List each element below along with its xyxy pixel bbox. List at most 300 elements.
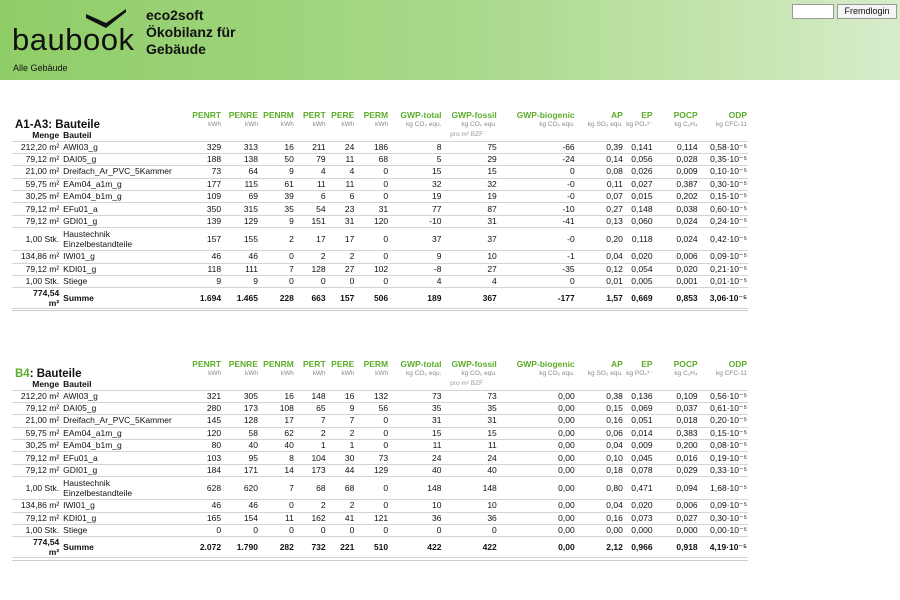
- value-cell: 188: [185, 153, 222, 165]
- value-cell: 350: [185, 203, 222, 215]
- value-cell: 0,009: [654, 166, 699, 178]
- value-cell: 0,21·10⁻⁵: [699, 263, 748, 275]
- column-unit: kWh: [280, 370, 294, 377]
- value-cell: 0: [355, 228, 389, 251]
- value-cell: 16: [327, 390, 356, 402]
- column-header: PERT: [302, 359, 326, 369]
- value-cell: 148: [389, 477, 442, 500]
- value-cell: 0,005: [624, 276, 654, 288]
- table-row: [12, 203, 748, 215]
- value-cell: 2: [327, 427, 356, 439]
- value-cell: 186: [355, 141, 389, 153]
- column-header: PENRM: [263, 359, 294, 369]
- value-cell: 145: [185, 415, 222, 427]
- column-header: PENRM: [263, 110, 294, 120]
- table-row: [12, 500, 748, 512]
- value-cell: 0: [185, 525, 222, 537]
- value-cell: 7: [327, 415, 356, 427]
- value-cell: 62: [259, 427, 295, 439]
- value-cell: 0,15·10⁻⁵: [699, 427, 748, 439]
- sum-value: -177: [498, 288, 576, 309]
- component-cell: Stiege: [60, 525, 185, 537]
- sum-value: 732: [295, 537, 327, 558]
- value-cell: 103: [185, 452, 222, 464]
- column-unit: kg CO₂ equ.: [406, 121, 442, 128]
- column-unit: kg SO₂ equ.: [587, 121, 623, 128]
- quantity-cell: 1,00 Stk.: [12, 228, 60, 251]
- value-cell: 0: [389, 525, 442, 537]
- value-cell: 1: [295, 440, 327, 452]
- column-header: PENRE: [228, 359, 258, 369]
- value-cell: 0,027: [654, 512, 699, 524]
- quantity-cell: 1,00 Stk.: [12, 477, 60, 500]
- column-unit: kg CO₂ equ.: [406, 370, 442, 377]
- value-cell: 80: [185, 440, 222, 452]
- value-cell: 0,383: [654, 427, 699, 439]
- component-cell: EFu01_a: [60, 452, 185, 464]
- value-cell: 41: [327, 512, 356, 524]
- value-cell: 177: [185, 178, 222, 190]
- value-cell: 0,12: [576, 263, 624, 275]
- value-cell: 0,029: [654, 464, 699, 476]
- value-cell: 0: [355, 415, 389, 427]
- value-cell: 0,00: [498, 427, 576, 439]
- value-cell: 151: [295, 215, 327, 227]
- value-cell: 10: [442, 500, 497, 512]
- value-cell: 15: [442, 166, 497, 178]
- value-cell: 129: [222, 215, 259, 227]
- value-cell: 0,06: [576, 427, 624, 439]
- value-cell: 1: [327, 440, 356, 452]
- value-cell: 35: [442, 402, 497, 414]
- value-cell: 0,016: [654, 452, 699, 464]
- component-cell: AWI03_g: [60, 141, 185, 153]
- table-row: [12, 191, 748, 203]
- value-cell: 36: [442, 512, 497, 524]
- value-cell: 8: [389, 141, 442, 153]
- sum-value: 1.465: [222, 288, 259, 309]
- value-cell: 17: [295, 228, 327, 251]
- value-cell: 120: [355, 215, 389, 227]
- value-cell: 36: [389, 512, 442, 524]
- value-cell: 0: [355, 276, 389, 288]
- quantity-cell: 212,20 m²: [12, 141, 60, 153]
- column-header: GWP-fossil: [451, 110, 497, 120]
- column-unit: kWh: [280, 121, 294, 128]
- column-unit: kWh: [312, 370, 326, 377]
- value-cell: -8: [389, 263, 442, 275]
- value-cell: 0,000: [624, 525, 654, 537]
- value-cell: 628: [185, 477, 222, 500]
- table-divider: [12, 560, 748, 561]
- value-cell: 0,20·10⁻⁵: [699, 415, 748, 427]
- value-cell: 0,15·10⁻⁵: [699, 191, 748, 203]
- component-cell: DAI05_g: [60, 402, 185, 414]
- login-input[interactable]: [792, 4, 834, 19]
- value-cell: 17: [327, 228, 356, 251]
- value-cell: 0,18: [576, 464, 624, 476]
- column-unit: kWh: [312, 121, 326, 128]
- value-cell: 9: [185, 276, 222, 288]
- column-unit: kWh: [341, 121, 355, 128]
- results-table-a1-a3: [12, 108, 748, 309]
- value-cell: 184: [185, 464, 222, 476]
- sum-label: Summe: [60, 288, 185, 309]
- sum-value: 282: [259, 537, 295, 558]
- column-unit: kWh: [245, 121, 258, 128]
- value-cell: 0,01: [576, 276, 624, 288]
- value-cell: 5: [389, 153, 442, 165]
- column-unit: kg PO₄³⁻: [626, 370, 653, 377]
- component-cell: KDI01_g: [60, 512, 185, 524]
- component-cell: EFu01_a: [60, 203, 185, 215]
- column-unit: kWh: [245, 370, 258, 377]
- value-cell: 329: [185, 141, 222, 153]
- value-cell: 0,00: [498, 512, 576, 524]
- quantity-cell: 1,00 Stk.: [12, 276, 60, 288]
- value-cell: 171: [222, 464, 259, 476]
- value-cell: -0: [498, 191, 576, 203]
- value-cell: 9: [222, 276, 259, 288]
- value-cell: 6: [295, 191, 327, 203]
- value-cell: 46: [222, 251, 259, 263]
- value-cell: 73: [389, 390, 442, 402]
- column-header: PERE: [331, 110, 355, 120]
- value-cell: 31: [442, 415, 497, 427]
- value-cell: 40: [222, 440, 259, 452]
- value-cell: 109: [185, 191, 222, 203]
- value-cell: 0,020: [654, 263, 699, 275]
- value-cell: 280: [185, 402, 222, 414]
- value-cell: 0: [355, 191, 389, 203]
- value-cell: 0,009: [624, 440, 654, 452]
- table-row: [12, 228, 748, 251]
- value-cell: 0,04: [576, 251, 624, 263]
- value-cell: 31: [327, 215, 356, 227]
- value-cell: 8: [259, 452, 295, 464]
- value-cell: 138: [222, 153, 259, 165]
- value-cell: 40: [259, 440, 295, 452]
- value-cell: 0,00: [498, 464, 576, 476]
- component-cell: Haustechnik Einzelbestandteile: [60, 477, 185, 500]
- all-buildings-link[interactable]: Alle Gebäude: [13, 63, 68, 73]
- sum-value: 157: [327, 288, 356, 309]
- column-unit: kg SO₂ equ.: [587, 370, 623, 377]
- value-cell: 0,00: [498, 477, 576, 500]
- value-cell: 111: [222, 263, 259, 275]
- value-cell: 0,09·10⁻⁵: [699, 500, 748, 512]
- table-row: [12, 402, 748, 414]
- column-header: AP: [611, 359, 623, 369]
- quantity-cell: 79,12 m²: [12, 263, 60, 275]
- value-cell: 128: [295, 263, 327, 275]
- column-header: POCP: [673, 110, 698, 120]
- value-cell: 31: [442, 215, 497, 227]
- value-cell: 4: [389, 276, 442, 288]
- value-cell: 0,16: [576, 415, 624, 427]
- app-title: eco2soft Ökobilanz für Gebäude: [146, 7, 236, 57]
- value-cell: 0,00: [576, 525, 624, 537]
- sum-value: 506: [355, 288, 389, 309]
- column-header: PERE: [331, 359, 355, 369]
- value-cell: 0,19·10⁻⁵: [699, 452, 748, 464]
- value-cell: 0,07: [576, 191, 624, 203]
- value-cell: 0,118: [624, 228, 654, 251]
- value-cell: 0,073: [624, 512, 654, 524]
- quantity-cell: 79,12 m²: [12, 153, 60, 165]
- value-cell: 0,038: [654, 203, 699, 215]
- value-cell: 0: [355, 427, 389, 439]
- component-cell: GDI01_g: [60, 464, 185, 476]
- value-cell: 0,33·10⁻⁵: [699, 464, 748, 476]
- value-cell: 0,020: [624, 500, 654, 512]
- value-cell: 24: [442, 452, 497, 464]
- quantity-cell: 134,86 m²: [12, 251, 60, 263]
- column-unit: kg C₂H₄: [674, 370, 698, 377]
- column-header: ODP: [728, 359, 747, 369]
- value-cell: -10: [389, 215, 442, 227]
- value-cell: -24: [498, 153, 576, 165]
- value-cell: 0,10: [576, 452, 624, 464]
- table-row: [12, 477, 748, 500]
- column-header: GWP-total: [400, 110, 442, 120]
- value-cell: 7: [259, 263, 295, 275]
- value-cell: 0,24·10⁻⁵: [699, 215, 748, 227]
- quantity-cell: 59,75 m²: [12, 427, 60, 439]
- value-cell: 4: [295, 166, 327, 178]
- value-cell: 37: [442, 228, 497, 251]
- value-cell: 148: [295, 390, 327, 402]
- value-cell: 102: [355, 263, 389, 275]
- column-unit: kWh: [375, 121, 389, 128]
- value-cell: 37: [389, 228, 442, 251]
- value-cell: 173: [295, 464, 327, 476]
- value-cell: 9: [259, 215, 295, 227]
- column-unit: kWh: [375, 370, 389, 377]
- value-cell: 0,051: [624, 415, 654, 427]
- value-cell: 0,00: [498, 415, 576, 427]
- value-cell: 9: [259, 166, 295, 178]
- value-cell: 0,024: [654, 228, 699, 251]
- column-unit: kWh: [208, 370, 222, 377]
- column-header: PERM: [363, 359, 389, 369]
- value-cell: -1: [498, 251, 576, 263]
- value-cell: -0: [498, 178, 576, 190]
- table-row: [12, 153, 748, 165]
- quantity-cell: 134,86 m²: [12, 500, 60, 512]
- value-cell: 0,01·10⁻⁵: [699, 276, 748, 288]
- column-header: EP: [641, 359, 653, 369]
- column-header: EP: [641, 110, 653, 120]
- value-cell: 0,08·10⁻⁵: [699, 440, 748, 452]
- quantity-cell: 21,00 m²: [12, 166, 60, 178]
- value-cell: 2: [295, 427, 327, 439]
- value-cell: 73: [355, 452, 389, 464]
- value-cell: 68: [327, 477, 356, 500]
- table-row: [12, 251, 748, 263]
- section-title: B4: Bauteile: [15, 368, 82, 379]
- value-cell: 0: [355, 477, 389, 500]
- value-cell: 165: [185, 512, 222, 524]
- value-cell: 0,200: [654, 440, 699, 452]
- value-cell: 95: [222, 452, 259, 464]
- value-cell: 157: [185, 228, 222, 251]
- value-cell: 23: [327, 203, 356, 215]
- column-header: ODP: [728, 110, 747, 120]
- value-cell: 0,045: [624, 452, 654, 464]
- value-cell: 0: [295, 276, 327, 288]
- value-cell: 0: [355, 251, 389, 263]
- value-cell: 0: [259, 276, 295, 288]
- component-cell: GDI01_g: [60, 215, 185, 227]
- value-cell: 0,00: [498, 402, 576, 414]
- value-cell: 19: [389, 191, 442, 203]
- value-cell: 0,006: [654, 251, 699, 263]
- value-cell: 128: [222, 415, 259, 427]
- value-cell: 73: [442, 390, 497, 402]
- quantity-cell: 1,00 Stk.: [12, 525, 60, 537]
- sum-value: 4,19·10⁻⁵: [699, 537, 748, 558]
- value-cell: 0,014: [624, 427, 654, 439]
- value-cell: 0: [442, 525, 497, 537]
- logo-text[interactable]: baubook: [12, 22, 135, 57]
- value-cell: 32: [389, 178, 442, 190]
- value-cell: 14: [259, 464, 295, 476]
- component-cell: EAm04_a1m_g: [60, 178, 185, 190]
- value-cell: 0: [355, 500, 389, 512]
- sum-label: Summe: [60, 537, 185, 558]
- sum-value: 1,57: [576, 288, 624, 309]
- value-cell: 10: [389, 500, 442, 512]
- value-cell: 0: [498, 166, 576, 178]
- value-cell: 0: [259, 525, 295, 537]
- sum-value: 422: [442, 537, 497, 558]
- table-row: [12, 166, 748, 178]
- quantity-cell: 79,12 m²: [12, 464, 60, 476]
- value-cell: 0: [295, 525, 327, 537]
- value-cell: 0,61·10⁻⁵: [699, 402, 748, 414]
- column-unit: kg PO₄³⁻: [626, 121, 653, 128]
- value-cell: 0,027: [624, 178, 654, 190]
- column-unit: kg CO₂ equ.: [461, 121, 497, 128]
- value-cell: 0,80: [576, 477, 624, 500]
- table-divider: [12, 310, 748, 311]
- table-row: [12, 525, 748, 537]
- value-cell: 313: [222, 141, 259, 153]
- value-cell: 40: [442, 464, 497, 476]
- value-cell: 620: [222, 477, 259, 500]
- value-cell: 0: [327, 276, 356, 288]
- value-cell: 0: [259, 500, 295, 512]
- value-cell: 139: [185, 215, 222, 227]
- value-cell: 58: [222, 427, 259, 439]
- sum-value: 663: [295, 288, 327, 309]
- table-row: [12, 464, 748, 476]
- sum-value: 189: [389, 288, 442, 309]
- per-area-note: pro m² BZF: [185, 130, 748, 141]
- header-banner: [0, 0, 900, 80]
- value-cell: 11: [389, 440, 442, 452]
- value-cell: 0: [327, 525, 356, 537]
- quantity-cell: 79,12 m²: [12, 215, 60, 227]
- value-cell: 0,060: [624, 215, 654, 227]
- value-cell: 0,11: [576, 178, 624, 190]
- sum-value: 1.694: [185, 288, 222, 309]
- sum-quantity: 774,54 m²: [12, 288, 60, 309]
- value-cell: 0,39: [576, 141, 624, 153]
- value-cell: 0,42·10⁻⁵: [699, 228, 748, 251]
- sum-value: 0,966: [624, 537, 654, 558]
- value-cell: 155: [222, 228, 259, 251]
- value-cell: 0,30·10⁻⁵: [699, 512, 748, 524]
- sum-value: 221: [327, 537, 356, 558]
- quantity-cell: 59,75 m²: [12, 178, 60, 190]
- value-cell: 0,00·10⁻⁵: [699, 525, 748, 537]
- value-cell: 0,000: [654, 525, 699, 537]
- value-cell: 9: [327, 402, 356, 414]
- value-cell: 108: [259, 402, 295, 414]
- component-cell: KDI01_g: [60, 263, 185, 275]
- value-cell: 35: [389, 402, 442, 414]
- sum-value: 422: [389, 537, 442, 558]
- component-cell: Haustechnik Einzelbestandteile: [60, 228, 185, 251]
- value-cell: 2: [295, 251, 327, 263]
- quantity-header: Menge: [12, 379, 60, 390]
- column-header: PENRT: [192, 359, 222, 369]
- value-cell: 30: [327, 452, 356, 464]
- value-cell: 0,026: [624, 166, 654, 178]
- sum-value: 0,669: [624, 288, 654, 309]
- value-cell: 56: [355, 402, 389, 414]
- value-cell: 2: [259, 228, 295, 251]
- quantity-cell: 21,00 m²: [12, 415, 60, 427]
- column-unit: kg CFC-11: [716, 370, 747, 377]
- component-cell: Dreifach_Ar_PVC_5Kammer: [60, 166, 185, 178]
- value-cell: 0,015: [624, 191, 654, 203]
- value-cell: 1,68·10⁻⁵: [699, 477, 748, 500]
- value-cell: 6: [327, 191, 356, 203]
- table-row: [12, 512, 748, 524]
- value-cell: 0,09·10⁻⁵: [699, 251, 748, 263]
- component-cell: Stiege: [60, 276, 185, 288]
- column-header: GWP-biogenic: [516, 359, 575, 369]
- value-cell: 11: [327, 153, 356, 165]
- value-cell: 11: [327, 178, 356, 190]
- value-cell: 61: [259, 178, 295, 190]
- component-cell: DAI05_g: [60, 153, 185, 165]
- quantity-cell: 79,12 m²: [12, 402, 60, 414]
- value-cell: 44: [327, 464, 356, 476]
- value-cell: 75: [442, 141, 497, 153]
- quantity-cell: 79,12 m²: [12, 452, 60, 464]
- sum-value: 2.072: [185, 537, 222, 558]
- value-cell: 132: [355, 390, 389, 402]
- value-cell: 0,16: [576, 512, 624, 524]
- value-cell: -41: [498, 215, 576, 227]
- value-cell: 315: [222, 203, 259, 215]
- value-cell: 154: [222, 512, 259, 524]
- value-cell: 46: [185, 251, 222, 263]
- value-cell: 87: [442, 203, 497, 215]
- value-cell: 19: [442, 191, 497, 203]
- value-cell: 0,109: [654, 390, 699, 402]
- table-row: [12, 427, 748, 439]
- table-row: [12, 415, 748, 427]
- value-cell: 0,028: [654, 153, 699, 165]
- sum-value: 228: [259, 288, 295, 309]
- value-cell: 16: [259, 141, 295, 153]
- foreign-login-button[interactable]: Fremdlogin: [837, 4, 897, 19]
